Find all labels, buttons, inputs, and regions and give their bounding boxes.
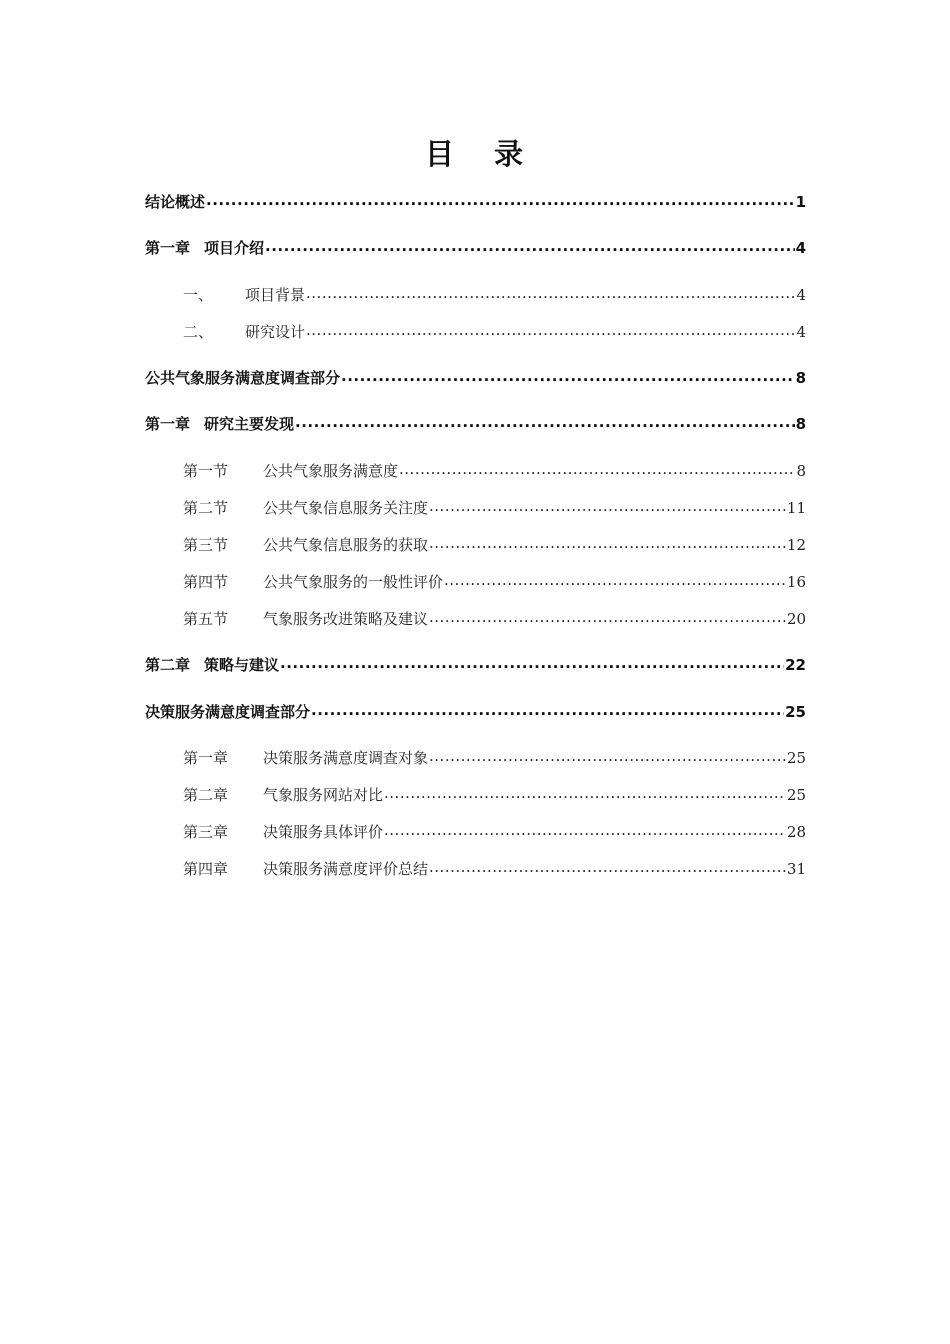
toc-entry-page: 16 [786,573,806,591]
toc-heading-char-1: 目 [424,137,456,171]
toc-entry-section-4[interactable] [183,571,806,592]
toc-entry-label: 决策服务满意度调查部分 [145,703,311,721]
toc-entry-ch1-findings[interactable] [145,413,806,434]
toc-entry-label: 研究主要发现 [204,415,295,433]
toc-entry-label: 研究设计 [245,323,306,341]
toc-entry-number: 第二节 [183,499,229,517]
toc-entry-public-survey[interactable] [145,367,806,388]
dot-leader [306,285,795,300]
dot-leader [429,609,786,624]
toc-entry-ch2-strategy[interactable] [145,654,806,675]
toc-entry-number: 第三章 [183,823,229,841]
toc-entry-number: 第二章 [183,786,229,804]
dot-leader [399,461,795,476]
toc-entry-label: 公共气象服务满意度 [263,462,399,480]
toc-entry-page: 4 [796,286,806,304]
toc-entry-label: 项目介绍 [204,239,265,257]
toc-entry-number: 第一章 [145,415,191,433]
toc-entry-label: 气象服务改进策略及建议 [263,610,429,628]
toc-entry-label: 公共气象服务满意度调查部分 [145,369,341,387]
toc-entry-number: 第二章 [145,656,191,674]
dot-leader [265,238,795,253]
toc-entry-page: 4 [796,323,806,341]
toc-entry-page: 31 [786,860,806,878]
toc-entry-page: 8 [795,415,806,433]
toc-entry-page: 22 [785,656,806,674]
toc-entry-page: 25 [786,786,806,804]
dot-leader [444,572,786,587]
toc-entry-page: 8 [795,369,806,387]
toc-entry-page: 25 [786,749,806,767]
dot-leader [429,859,786,874]
toc-entry-ch1-intro[interactable] [145,237,806,258]
toc-entry-label: 项目背景 [245,286,306,304]
toc-heading [0,132,950,176]
toc-entry-number: 第五节 [183,610,229,628]
dot-leader [341,368,795,383]
toc-entry-section-1[interactable] [183,460,806,481]
toc-entry-decision-ch1[interactable] [183,747,806,768]
dot-leader [384,785,786,800]
toc-entry-number: 第一章 [183,749,229,767]
dot-leader [280,655,784,670]
toc-entry-background[interactable] [183,284,806,305]
toc-entry-number: 第一节 [183,462,229,480]
toc-entry-design[interactable] [183,321,806,342]
toc-entry-number: 第三节 [183,536,229,554]
toc-entry-label: 结论概述 [145,193,206,211]
toc-entry-decision-ch3[interactable] [183,821,806,842]
toc-entry-label: 决策服务满意度评价总结 [263,860,429,878]
toc-entry-page: 11 [786,499,806,517]
toc-entry-decision-survey[interactable] [145,701,806,722]
toc-entry-decision-ch4[interactable] [183,858,806,879]
toc-entry-page: 1 [795,193,806,211]
toc-entry-label: 策略与建议 [204,656,280,674]
toc-entry-page: 12 [786,536,806,554]
dot-leader [429,535,786,550]
toc-entry-label: 气象服务网站对比 [263,786,384,804]
toc-entry-page: 20 [786,610,806,628]
toc-entry-label: 公共气象信息服务的获取 [263,536,429,554]
toc-entry-conclusion[interactable] [145,191,806,212]
toc-entry-decision-ch2[interactable] [183,784,806,805]
dot-leader [384,822,786,837]
toc-entry-number: 一、 [183,286,214,304]
toc-entry-section-3[interactable] [183,534,806,555]
toc-entry-page: 25 [785,703,806,721]
dot-leader [429,498,786,513]
toc-entry-section-2[interactable] [183,497,806,518]
dot-leader [306,322,795,337]
toc-entry-page: 28 [786,823,806,841]
toc-entry-number: 第一章 [145,239,191,257]
toc-entry-label: 决策服务满意度调查对象 [263,749,429,767]
toc-entry-section-5[interactable] [183,608,806,629]
toc-entry-label: 决策服务具体评价 [263,823,384,841]
toc-entry-page: 8 [796,462,806,480]
toc-entry-page: 4 [795,239,806,257]
toc-heading-char-2: 录 [494,137,526,171]
toc-entry-number: 二、 [183,323,214,341]
toc-entry-label: 公共气象服务的一般性评价 [263,573,444,591]
dot-leader [206,192,795,207]
toc-entry-number: 第四节 [183,573,229,591]
dot-leader [295,414,795,429]
toc-entry-label: 公共气象信息服务关注度 [263,499,429,517]
dot-leader [311,702,784,717]
toc-entry-number: 第四章 [183,860,229,878]
dot-leader [429,748,786,763]
